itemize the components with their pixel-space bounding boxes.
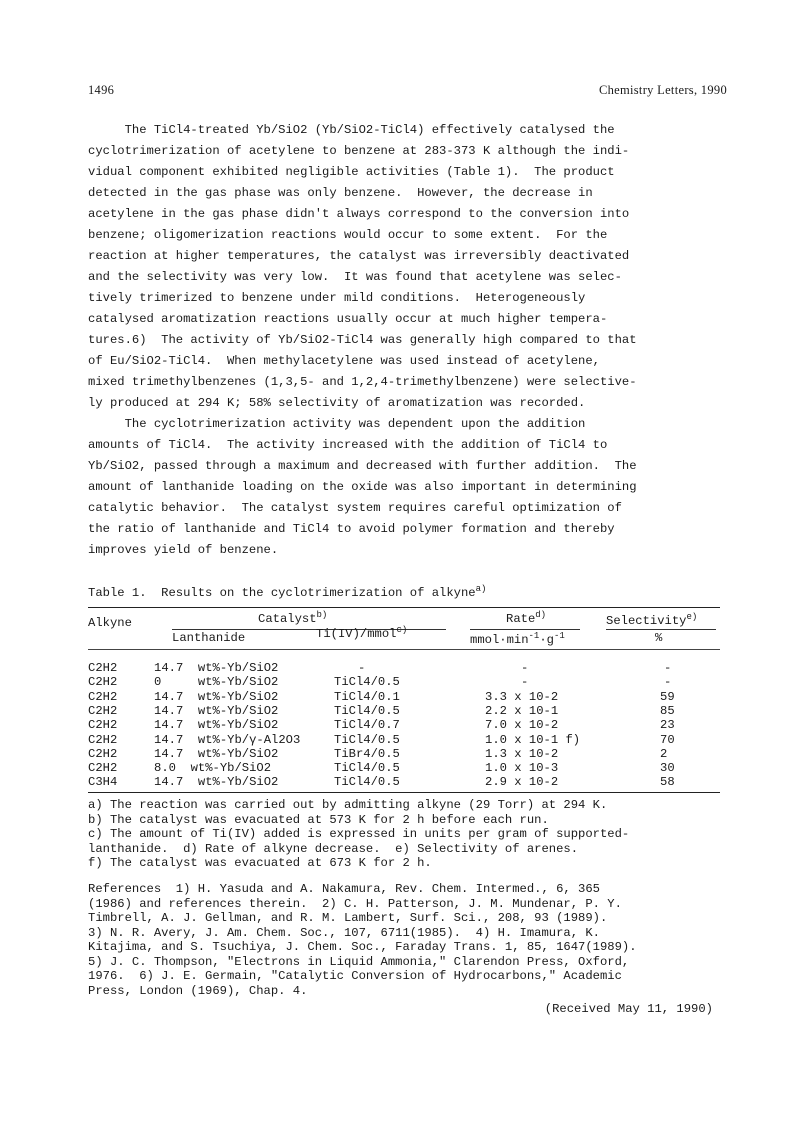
cell-rate: 1.0 x 10-3	[485, 761, 559, 776]
table-caption-footnote-mark: a)	[475, 583, 487, 594]
header-rate-unit	[470, 630, 565, 647]
cell-rate: 2.2 x 10-1	[485, 703, 559, 718]
selectivity-span-rule	[606, 629, 716, 630]
text-line: the ratio of lanthanide and TiCl4 to avoid polymer formation and thereby	[88, 522, 615, 536]
cell-rate: -	[521, 675, 529, 690]
reference-line: Kitajima, and S. Tsuchiya, J. Chem. Soc., Faraday Trans. 1, 85, 1647(1989).	[88, 940, 637, 954]
cell-lanthanide: 0 wt%-Yb/SiO2	[154, 675, 279, 690]
footnote-line: c) The amount of Ti(IV) added is expressed in units per gram of supported-	[88, 827, 630, 841]
cell-ti: TiBr4/0.5	[334, 746, 400, 761]
footnote-line: f) The catalyst was evacuated at 673 K for 2 h.	[88, 856, 432, 870]
cell-alkyne: C2H2	[88, 732, 118, 747]
cell-ti: TiCl4/0.5	[334, 703, 400, 718]
text-line: Yb/SiO2, passed through a maximum and decreased with further addition. The	[88, 459, 637, 473]
cell-lanthanide: 8.0 wt%-Yb/SiO2	[154, 761, 272, 776]
cell-selectivity: 30	[660, 761, 675, 776]
header-ti-mark: c)	[396, 624, 408, 635]
header-alkyne: Alkyne	[88, 616, 132, 630]
text-line: benzene; oligomerization reactions would occur to some extent. For the	[88, 228, 608, 242]
text-line: of Eu/SiO2-TiCl4. When methylacetylene was used instead of acetylene,	[88, 354, 600, 368]
text-line: acetylene in the gas phase didn't always correspond to the conversion into	[88, 207, 630, 221]
rate-span-rule	[470, 629, 580, 630]
results-table	[88, 604, 720, 794]
reference-line: (1986) and references therein. 2) C. H. Patterson, J. M. Mundenar, P. Y.	[88, 896, 622, 911]
page-number: 1496	[88, 83, 115, 97]
cell-lanthanide: 14.7 wt%-Yb/SiO2	[154, 718, 279, 733]
reference-line: Press, London (1969), Chap. 4.	[88, 983, 308, 998]
text-line: detected in the gas phase was only benzene. However, the decrease in	[88, 186, 593, 200]
cell-selectivity: 2	[660, 746, 668, 761]
table-header-rule	[88, 649, 720, 650]
header-selectivity-unit: %	[655, 631, 663, 645]
footnote-line: a) The reaction was carried out by admitting alkyne (29 Torr) at 294 K.	[88, 798, 608, 812]
cell-lanthanide: 14.7 wt%-Yb/SiO2	[154, 689, 279, 704]
cell-ti: TiCl4/0.5	[334, 761, 400, 776]
cell-rate: 2.9 x 10-2	[485, 775, 559, 790]
rate-unit-a: mmol·min	[470, 633, 529, 647]
header-lanthanide: Lanthanide	[172, 631, 246, 645]
cell-selectivity: -	[664, 675, 672, 690]
text-line: catalysed aromatization reactions usually occur at much higher tempera-	[88, 312, 608, 326]
cell-lanthanide: 14.7 wt%-Yb/SiO2	[154, 746, 279, 761]
cell-rate: 7.0 x 10-2	[485, 718, 559, 733]
cell-alkyne: C2H2	[88, 761, 118, 776]
cell-alkyne: C2H2	[88, 746, 118, 761]
cell-selectivity: 85	[660, 703, 675, 718]
rate-unit-b: ·g	[539, 633, 554, 647]
cell-ti: TiCl4/0.5	[334, 775, 400, 790]
cell-alkyne: C3H4	[88, 775, 118, 790]
cell-selectivity: 70	[660, 732, 675, 747]
cell-alkyne: C2H2	[88, 689, 118, 704]
header-ti-text: Ti(IV)/mmol	[316, 627, 397, 641]
footnote-line: lanthanide. d) Rate of alkyne decrease. e) Selectivity of arenes.	[88, 841, 579, 856]
text-line: The TiCl4-treated Yb/SiO2 (Yb/SiO2-TiCl4) effectively catalysed the	[88, 123, 615, 137]
header-selectivity	[606, 611, 698, 628]
cell-alkyne: C2H2	[88, 703, 118, 718]
cell-lanthanide: 14.7 wt%-Yb/γ-Al2O3	[154, 732, 301, 747]
text-line: cyclotrimerization of acetylene to benzene at 283-373 K although the indi-	[88, 144, 630, 158]
cell-selectivity: -	[664, 661, 672, 675]
cell-alkyne: C2H2	[88, 718, 118, 733]
text-line: tures.6) The activity of Yb/SiO2-TiCl4 was generally high compared to that	[88, 333, 637, 347]
cell-ti: -	[358, 661, 366, 675]
cell-rate: -	[521, 661, 529, 675]
cell-lanthanide: 14.7 wt%-Yb/SiO2	[154, 661, 279, 675]
table-footnotes	[88, 798, 629, 871]
text-line: amount of lanthanide loading on the oxide was also important in determining	[88, 480, 637, 494]
cell-ti: TiCl4/0.5	[334, 675, 400, 690]
cell-rate: 1.0 x 10-1 f)	[485, 732, 581, 747]
cell-rate: 1.3 x 10-2	[485, 746, 559, 761]
journal-title: Chemistry Letters, 1990	[598, 83, 727, 97]
table-bottom-rule	[88, 792, 720, 793]
reference-line: Timbrell, A. J. Gellman, and R. M. Lambert, Surf. Sci., 208, 93 (1989).	[88, 911, 608, 925]
text-line: reaction at higher temperatures, the catalyst was irreversibly deactivated	[88, 249, 630, 263]
rate-unit-exp-1: -1	[528, 630, 540, 641]
header-ti	[316, 624, 408, 641]
cell-ti: TiCl4/0.5	[334, 732, 400, 747]
header-selectivity-text: Selectivity	[606, 614, 687, 628]
reference-line: 5) J. C. Thompson, "Electrons in Liquid Ammonia," Clarendon Press, Oxford,	[88, 954, 630, 969]
text-line: vidual component exhibited negligible activities (Table 1). The product	[88, 165, 615, 179]
header-catalyst-text: Catalyst	[258, 612, 317, 626]
cell-selectivity: 23	[660, 718, 675, 733]
cell-ti: TiCl4/0.1	[334, 689, 400, 704]
table-caption-text: Table 1. Results on the cyclotrimerization of alkyne	[88, 586, 476, 600]
header-catalyst	[258, 609, 328, 626]
table-caption	[88, 583, 487, 600]
received-date: (Received May 11, 1990)	[544, 1002, 713, 1016]
text-line: mixed trimethylbenzenes (1,3,5- and 1,2,4-trimethylbenzene) were selective-	[88, 375, 637, 389]
reference-line: 1976. 6) J. E. Germain, "Catalytic Conversion of Hydrocarbons," Academic	[88, 969, 622, 983]
cell-selectivity: 58	[660, 775, 675, 790]
text-line: amounts of TiCl4. The activity increased with the addition of TiCl4 to	[88, 438, 608, 452]
text-line: and the selectivity was very low. It was found that acetylene was selec-	[88, 270, 622, 284]
cell-ti: TiCl4/0.7	[334, 718, 400, 733]
cell-alkyne: C2H2	[88, 675, 118, 690]
cell-lanthanide: 14.7 wt%-Yb/SiO2	[154, 775, 279, 790]
paragraph-2	[88, 414, 724, 561]
reference-line: References 1) H. Yasuda and A. Nakamura, Rev. Chem. Intermed., 6, 365	[88, 882, 600, 896]
table-top-rule	[88, 607, 720, 608]
header-rate	[506, 609, 547, 626]
cell-rate: 3.3 x 10-2	[485, 689, 559, 704]
cell-selectivity: 59	[660, 689, 675, 704]
text-line: tively trimerized to benzene under mild conditions. Heterogeneously	[88, 291, 586, 305]
header-rate-text: Rate	[506, 612, 536, 626]
text-line: improves yield of benzene.	[88, 543, 279, 557]
header-rate-mark: d)	[535, 609, 547, 620]
cell-lanthanide: 14.7 wt%-Yb/SiO2	[154, 703, 279, 718]
references	[88, 882, 637, 998]
rate-unit-exp-2: -1	[553, 630, 565, 641]
paragraph-1	[88, 120, 724, 414]
cell-alkyne: C2H2	[88, 661, 118, 675]
header-selectivity-mark: e)	[686, 611, 698, 622]
text-line: The cyclotrimerization activity was dependent upon the addition	[88, 417, 586, 431]
header-catalyst-mark: b)	[316, 609, 328, 620]
text-line: ly produced at 294 K; 58% selectivity of aromatization was recorded.	[88, 396, 586, 410]
text-line: catalytic behavior. The catalyst system requires careful optimization of	[88, 501, 622, 515]
footnote-line: b) The catalyst was evacuated at 573 K for 2 h before each run.	[88, 812, 549, 827]
reference-line: 3) N. R. Avery, J. Am. Chem. Soc., 107, 6711(1985). 4) H. Imamura, K.	[88, 925, 600, 940]
